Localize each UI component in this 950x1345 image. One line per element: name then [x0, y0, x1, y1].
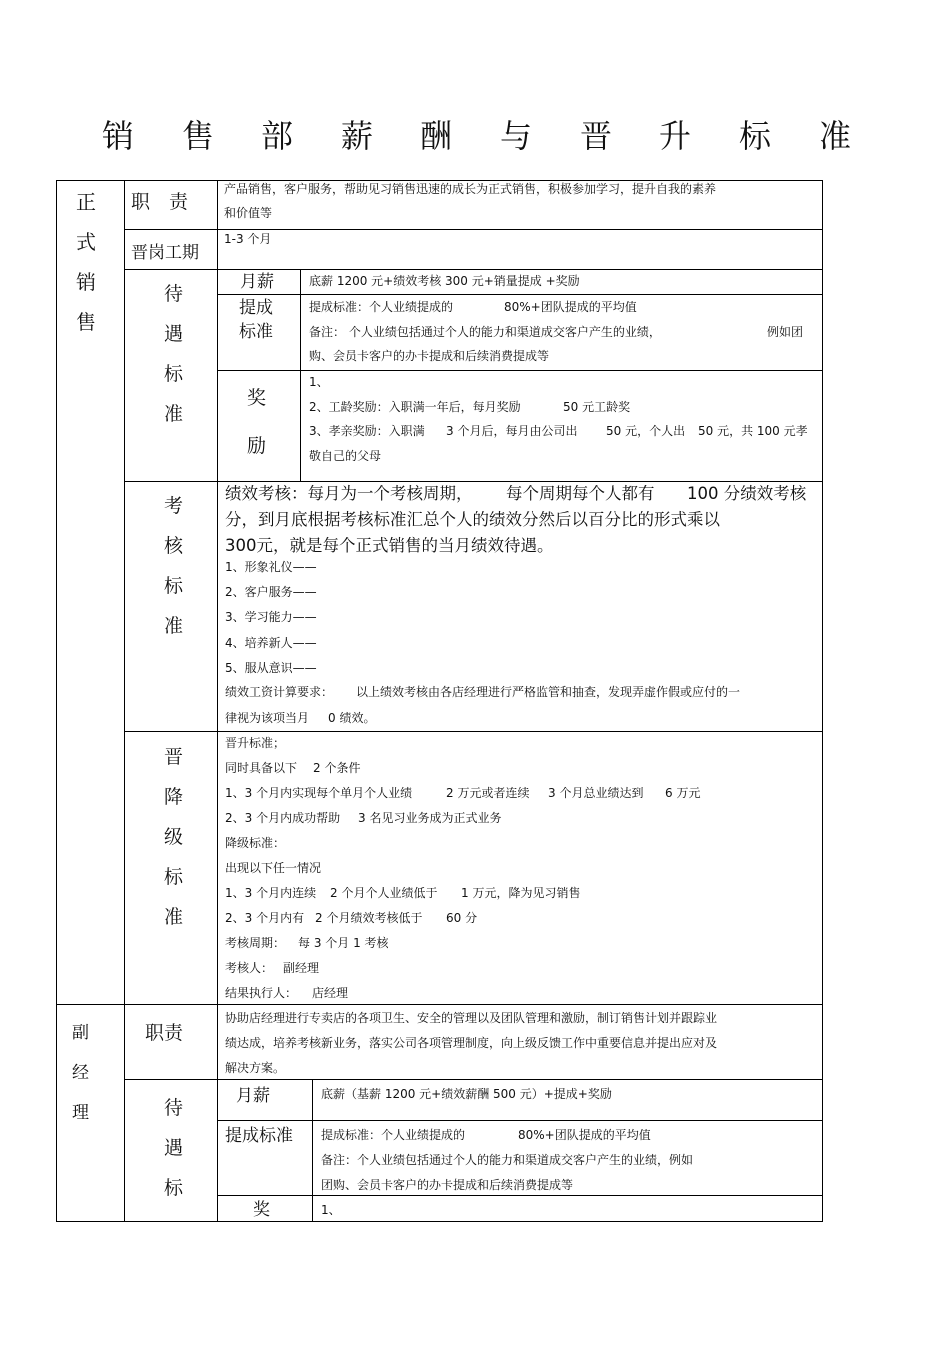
promotion-item: 2 万元或者连续 [446, 786, 530, 800]
commission-note: 例如团 [767, 325, 804, 339]
section-char: 售 [76, 310, 96, 334]
demotion-title: 降级标准： [225, 836, 286, 850]
section-char: 正 [76, 190, 96, 214]
reward-item: 2、工龄奖励：入职满一年后，每月奖励 [309, 400, 521, 414]
assessment-req: 绩效工资计算要求： [225, 685, 334, 699]
page-title [0, 112, 950, 162]
assessment-item: 5、服从意识—— [225, 661, 317, 675]
assessment-item: 4、培养新人—— [225, 636, 317, 650]
assessment-text: 300元，就是每个正式销售的当月绩效待遇。 [225, 536, 554, 555]
executor: 店经理 [312, 986, 349, 1000]
deputy-reward-item: 1、 [321, 1203, 341, 1217]
title-char: 准 [818, 117, 851, 155]
deputy-commission-note: 团购、会员卡客户的办卡提成和后续消费提成等 [321, 1178, 574, 1192]
assessor: 考核人： [225, 961, 274, 975]
promotion-item: 2、3 个月内成功帮助 [225, 811, 341, 825]
label-reward: 励 [247, 435, 267, 457]
assessment-item: 3、学习能力—— [225, 610, 317, 624]
duty-line: 和价值等 [224, 206, 273, 220]
label-probation: 晋岗工期 [131, 243, 199, 263]
assessment-item: 2、客户服务—— [225, 585, 317, 599]
section-char: 式 [76, 230, 96, 254]
title-char: 部 [260, 117, 293, 155]
assessor: 副经理 [283, 961, 320, 975]
assessment-text: 绩效考核：每月为一个考核周期， [225, 484, 473, 503]
section-char: 副 [72, 1023, 89, 1043]
duty-line: 产品销售，客户服务，帮助见习销售迅速的成长为正式销售，积极参加学习，提升自我的素养 [224, 182, 717, 196]
promotion-item: 3 个月总业绩达到 [548, 786, 644, 800]
section-char: 经 [72, 1063, 89, 1083]
assessment-item: 1、形象礼仪—— [225, 560, 317, 574]
promotion-item: 3 名见习业务成为正式业务 [358, 811, 502, 825]
label-commission: 标准 [239, 322, 273, 342]
demotion-item: 1 万元，降为见习销售 [461, 886, 581, 900]
title-char: 升 [658, 117, 691, 155]
title-char: 与 [499, 117, 532, 155]
demotion-item: 60 分 [446, 911, 478, 925]
reward-item: 50 元，个人出 [606, 424, 686, 438]
commission-note: 备注： 个人业绩包括通过个人的能力和渠道成交客户产生的业绩， [309, 325, 661, 339]
executor: 结果执行人： [225, 986, 298, 1000]
demotion-item: 2、3 个月内有 [225, 911, 305, 925]
demotion-item: 2 个月个人业绩低于 [330, 886, 438, 900]
reward-item: 3 个月后，每月由公司出 [446, 424, 578, 438]
title-char: 销 [101, 117, 134, 155]
assessment-cycle: 每 3 个月 1 考核 [298, 936, 389, 950]
label-deputy-reward: 奖 [253, 1200, 270, 1220]
deputy-duty-line: 协助店经理进行专卖店的各项卫生、安全的管理以及团队管理和激励，制订销售计划并跟踪业 [225, 1011, 718, 1025]
demotion-item: 1、3 个月内连续 [225, 886, 317, 900]
title-char: 晋 [579, 117, 612, 155]
assessment-req: 0 绩效。 [328, 711, 376, 725]
title-char: 酬 [419, 117, 452, 155]
assessment-text: 分，到月底根据考核标准汇总个人的绩效分然后以百分比的形式乘以 [225, 510, 720, 529]
reward-item: 3、孝亲奖励：入职满 [309, 424, 425, 438]
label-monthly-salary: 月薪 [240, 272, 274, 292]
commission-note: 购、会员卡客户的办卡提成和后续消费提成等 [309, 349, 550, 363]
deputy-duty-line: 解决方案。 [225, 1061, 286, 1075]
label-deputy-commission: 提成标准 [225, 1126, 293, 1146]
assessment-text: 每个周期每个人都有 [506, 484, 655, 503]
section-char: 理 [72, 1103, 89, 1123]
assessment-cycle: 考核周期： [225, 936, 286, 950]
deputy-commission-note: 备注：个人业绩包括通过个人的能力和渠道成交客户产生的业绩，例如 [321, 1153, 694, 1167]
label-reward: 奖 [247, 387, 267, 409]
promotion-title: 晋升标准； [225, 736, 286, 750]
assessment-text: 100 分绩效考核 [687, 484, 807, 503]
reward-item: 50 元工龄奖 [563, 400, 631, 414]
deputy-salary-value: 底薪（基薪 1200 元+绩效薪酬 500 元）+提成+奖励 [321, 1087, 612, 1101]
commission-rule: 提成标准：个人业绩提成的 [309, 300, 454, 314]
reward-item: 敬自己的父母 [309, 449, 382, 463]
assessment-req: 以上绩效考核由各店经理进行严格监管和抽查，发现弄虚作假或应付的一 [356, 685, 741, 699]
deputy-commission-ratio: 80%+团队提成的平均值 [518, 1128, 651, 1142]
deputy-commission-rule: 提成标准：个人业绩提成的 [321, 1128, 466, 1142]
label-deputy-duty: 职责 [145, 1022, 184, 1044]
section-char: 销 [76, 270, 96, 294]
promotion-item: 6 万元 [665, 786, 701, 800]
title-char: 售 [181, 117, 214, 155]
promotion-cond: 同时具备以下 [225, 761, 298, 775]
demotion-item: 2 个月绩效考核低于 [315, 911, 423, 925]
deputy-duty-line: 绩达成，培养考核新业务，落实公司各项管理制度，向上级反馈工作中重要信息并提出应对及 [225, 1036, 718, 1050]
probation-value: 1-3 个月 [224, 232, 272, 246]
demotion-cond: 出现以下任一情况 [225, 861, 322, 875]
salary-value: 底薪 1200 元+绩效考核 300 元+销量提成 +奖励 [309, 274, 580, 288]
title-char: 薪 [340, 117, 373, 155]
assessment-req: 律视为该项当月 [225, 711, 310, 725]
promotion-item: 1、3 个月内实现每个单月个人业绩 [225, 786, 413, 800]
promotion-cond: 2 个条件 [313, 761, 361, 775]
label-commission: 提成 [239, 298, 273, 318]
label-deputy-monthly-salary: 月薪 [236, 1086, 270, 1106]
label-duty: 职 责 [131, 191, 189, 213]
commission-ratio: 80%+团队提成的平均值 [504, 300, 637, 314]
reward-item: 50 元，共 100 元孝 [698, 424, 808, 438]
reward-item: 1、 [309, 375, 329, 389]
title-char: 标 [738, 117, 771, 155]
